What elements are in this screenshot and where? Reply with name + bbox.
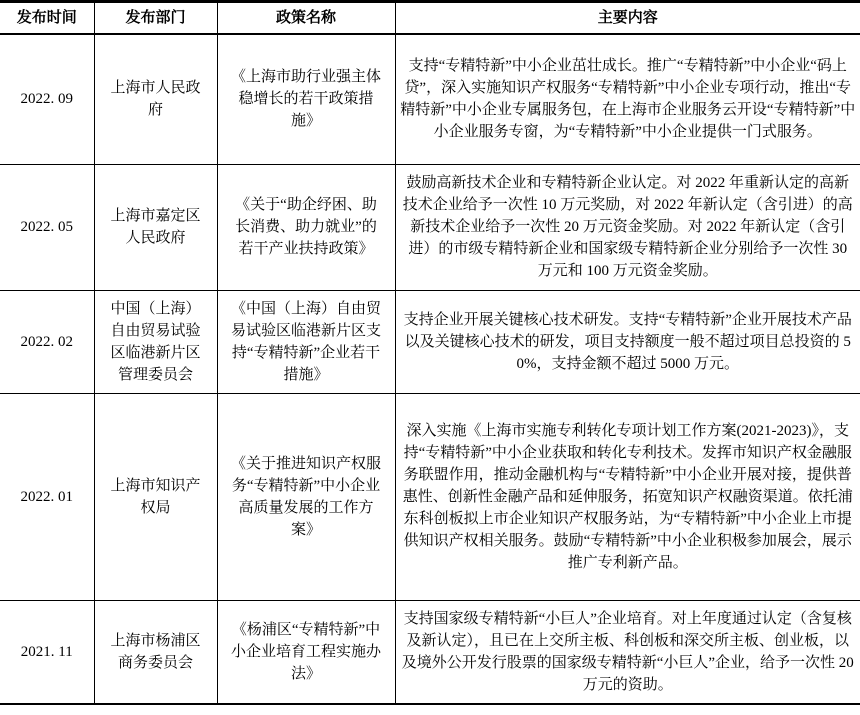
column-header-date: 发布时间 [0, 2, 94, 35]
policy-name-cell: 《中国（上海）自由贸易试验区临港新片区支持“专精特新”企业若干措施》 [217, 290, 395, 393]
table-row [0, 393, 860, 600]
column-header-main-content: 主要内容 [395, 2, 860, 35]
date-cell: 2022. 02 [0, 290, 94, 393]
column-header-department: 发布部门 [94, 2, 217, 35]
table-row [0, 34, 860, 164]
main-content-cell: 鼓励高新技术企业和专精特新企业认定。对 2022 年重新认定的高新技术企业给予一次性 10 万元奖励，对 2022 年新认定（含引进）的高新技术企业给予一次性 20 万元资金奖励。对 2022 年新认定（含引进）的市级专精特新企业和国家级专精特新企业分别给予一次性 30 万元和 100 万元资金奖励。 [395, 164, 860, 290]
policy-name-cell: 《关于推进知识产权服务“专精特新”中小企业高质量发展的工作方案》 [217, 393, 395, 600]
date-cell: 2022. 05 [0, 164, 94, 290]
date-cell: 2021. 11 [0, 600, 94, 704]
department-cell: 上海市杨浦区商务委员会 [94, 600, 217, 704]
date-cell: 2022. 09 [0, 34, 94, 164]
column-header-policy-name: 政策名称 [217, 2, 395, 35]
table-row [0, 164, 860, 290]
header-row [0, 2, 860, 35]
department-cell: 中国（上海）自由贸易试验区临港新片区管理委员会 [94, 290, 217, 393]
policy-name-cell: 《上海市助行业强主体稳增长的若干政策措施》 [217, 34, 395, 164]
policy-name-cell: 《关于“助企纾困、助长消费、助力就业”的若干产业扶持政策》 [217, 164, 395, 290]
main-content-cell: 支持国家级专精特新“小巨人”企业培育。对上年度通过认定（含复核及新认定），且已在上交所主板、科创板和深交所主板、创业板，以及境外公开发行股票的国家级专精特新“小巨人”企业，给予一次性 20 万元的资助。 [395, 600, 860, 704]
main-content-cell: 支持企业开展关键核心技术研发。支持“专精特新”企业开展技术产品以及关键核心技术的研发，项目支持额度一般不超过项目总投资的 50%，支持金额不超过 5000 万元。 [395, 290, 860, 393]
department-cell: 上海市知识产权局 [94, 393, 217, 600]
main-content-cell: 支持“专精特新”中小企业茁壮成长。推广“专精特新”中小企业“码上贷”，深入实施知识产权服务“专精特新”中小企业专项行动，推出“专精特新”中小企业专属服务包，在上海市企业服务云开设“专精特新”中小企业服务专窗，为“专精特新”中小企业提供一门式服务。 [395, 34, 860, 164]
table-row [0, 600, 860, 704]
policy-name-cell: 《杨浦区“专精特新”中小企业培育工程实施办法》 [217, 600, 395, 704]
main-content-cell: 深入实施《上海市实施专利转化专项计划工作方案(2021-2023)》，支持“专精特新”中小企业获取和转化专利技术。发挥市知识产权金融服务联盟作用，推动金融机构与“专精特新”中小企业开展对接，提供普惠性、创新性金融产品和延伸服务，拓宽知识产权融资渠道。依托浦东科创板拟上市企业知识产权服务站，为“专精特新”中小企业上市提供知识产权相关服务。鼓励“专精特新”中小企业积极参加展会，展示推广专利新产品。 [395, 393, 860, 600]
department-cell: 上海市嘉定区人民政府 [94, 164, 217, 290]
table-row [0, 290, 860, 393]
date-cell: 2022. 01 [0, 393, 94, 600]
department-cell: 上海市人民政府 [94, 34, 217, 164]
